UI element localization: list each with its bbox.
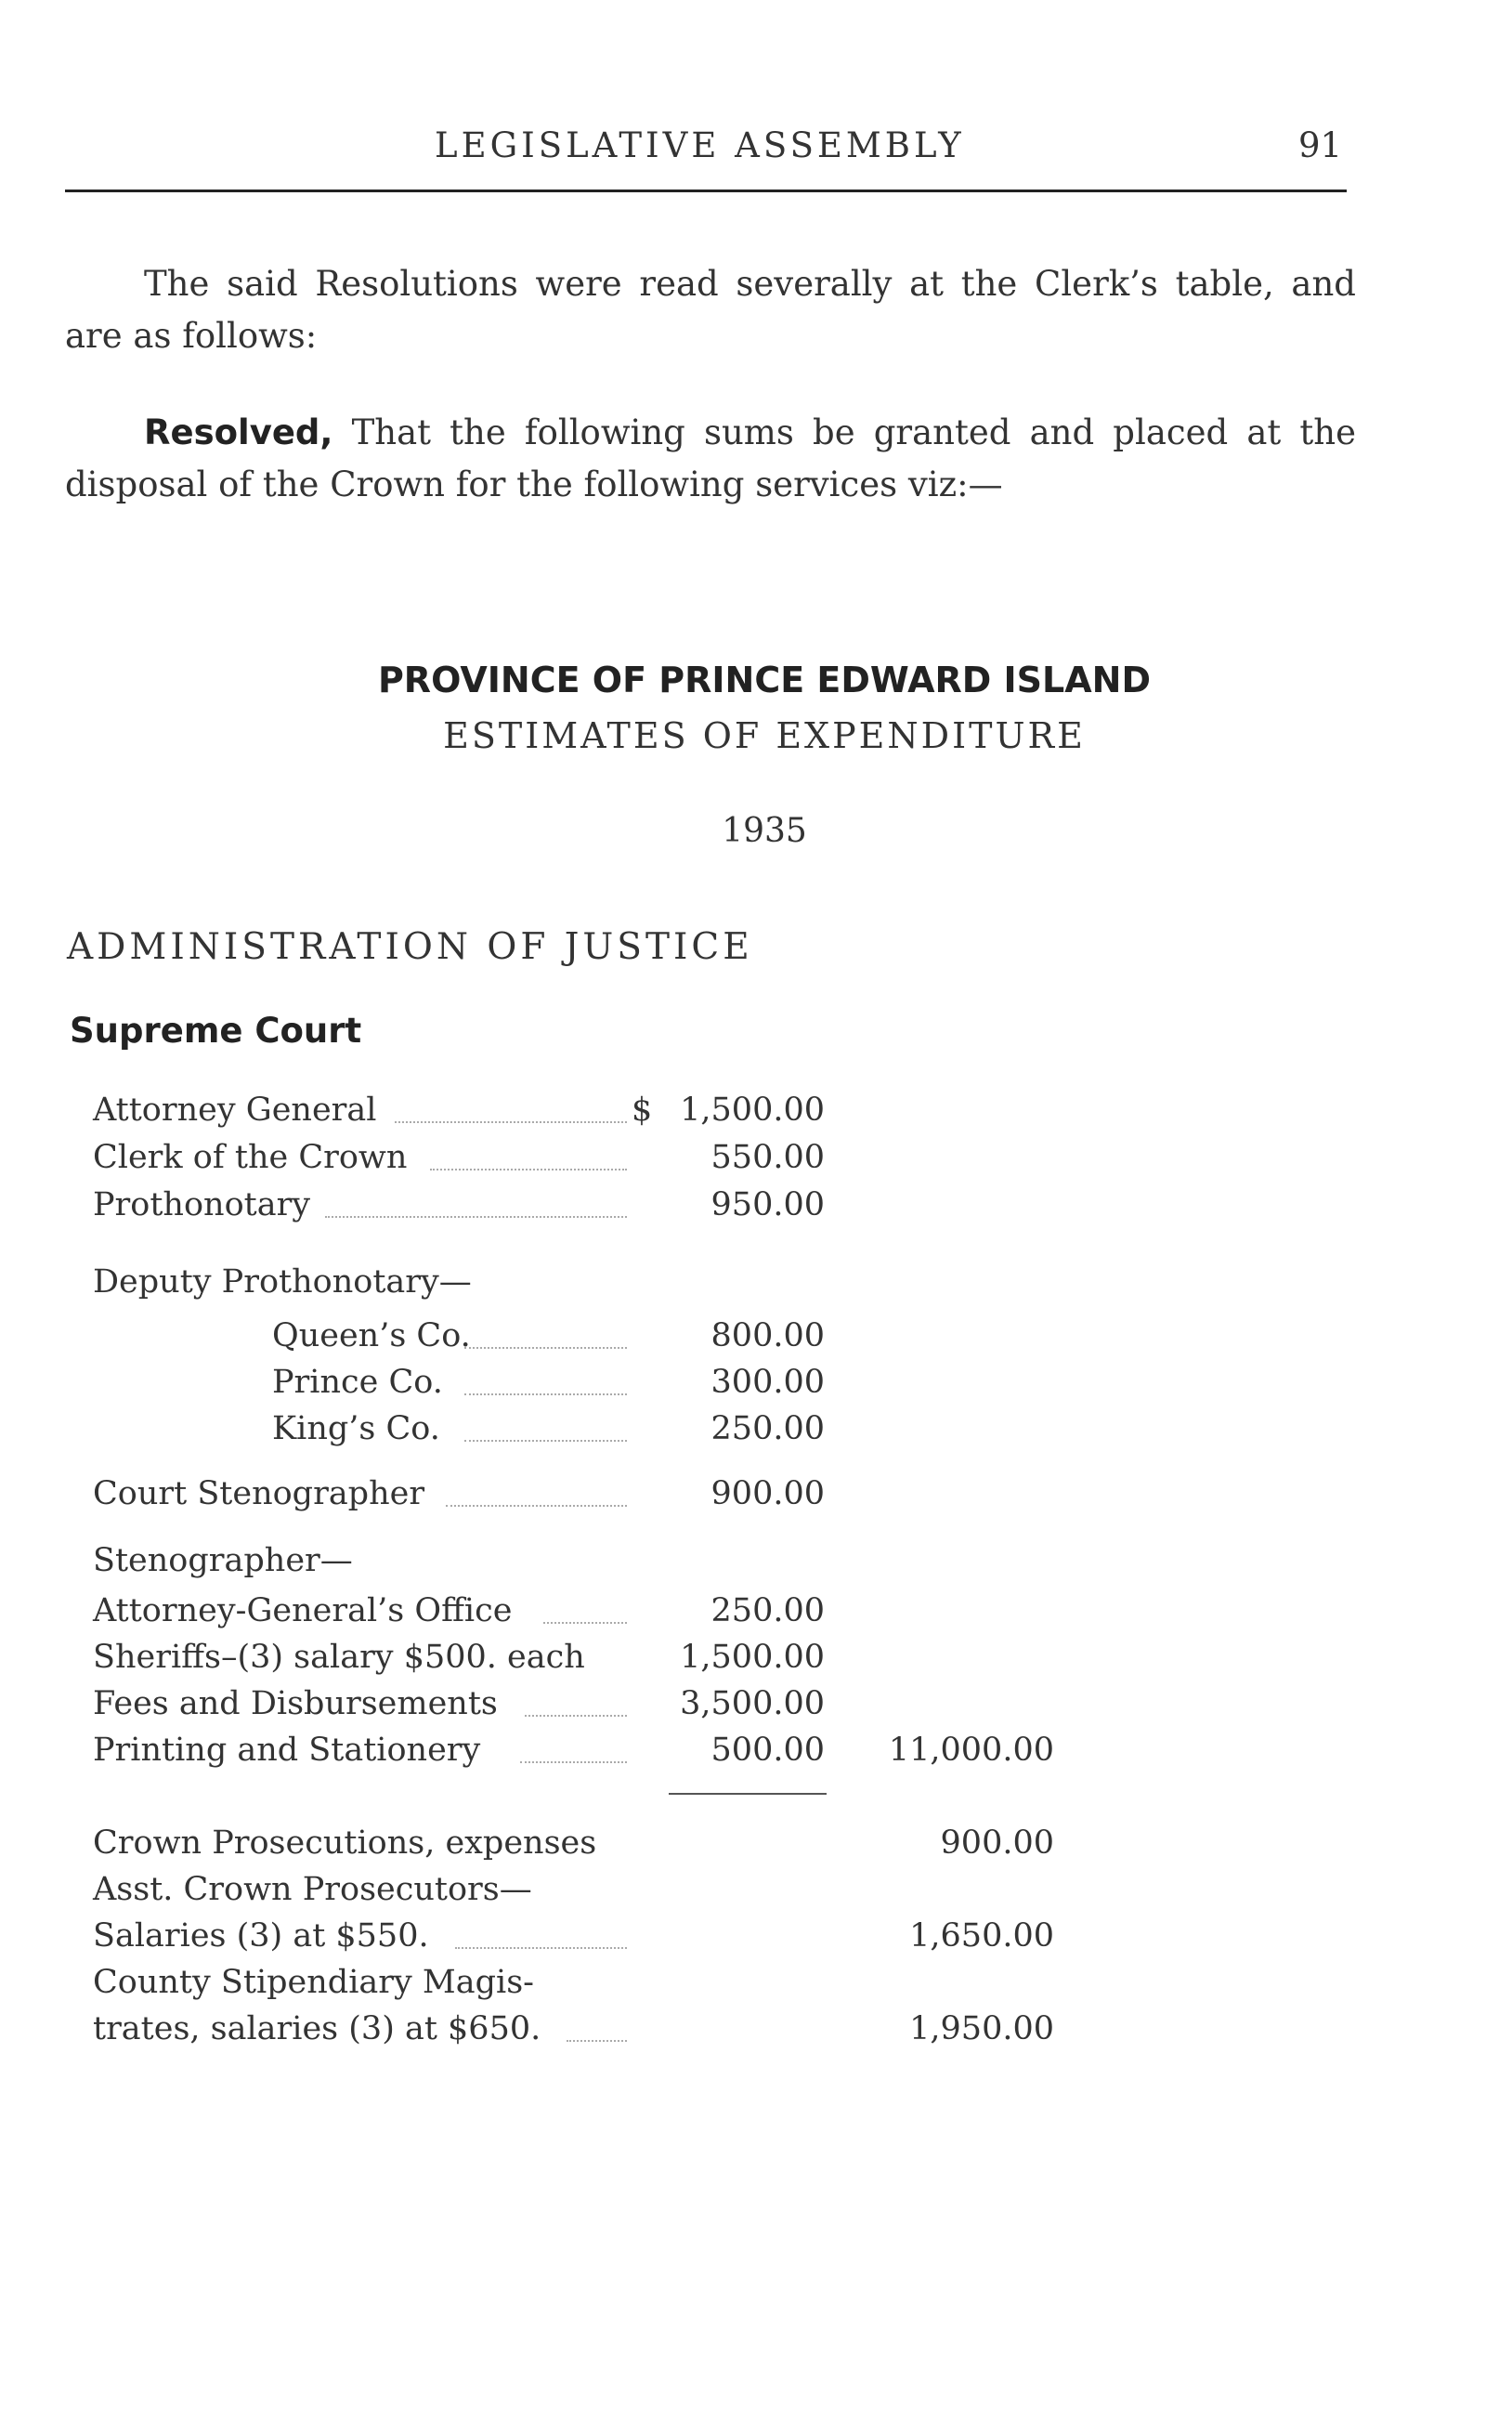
entry-prince-co — [0, 1364, 1512, 1410]
year-heading: 1935 — [722, 812, 807, 850]
entry-amount: 250.00 — [710, 1592, 825, 1629]
dot-leader — [395, 1121, 627, 1123]
entry-label: Deputy Prothonotary— — [93, 1263, 472, 1301]
entry-label: Asst. Crown Prosecutors— — [93, 1871, 532, 1908]
resolved-label: Resolved, — [144, 412, 333, 452]
entry-amount: 250.00 — [710, 1410, 825, 1447]
entry-label: Salaries (3) at $550. — [93, 1917, 429, 1955]
entry-total: 11,000.00 — [888, 1732, 1054, 1769]
entry-amount: 1,500.00 — [680, 1639, 825, 1676]
entry-label: trates, salaries (3) at $650. — [93, 2010, 541, 2047]
entry-label: Clerk of the Crown — [93, 1139, 408, 1176]
entry-label: Court Stenographer — [93, 1475, 425, 1512]
section-title: ADMINISTRATION OF JUSTICE — [67, 926, 753, 968]
entry-amount: 550.00 — [710, 1139, 825, 1176]
entry-county-line1 — [0, 1964, 1512, 2010]
entry-asst-heading — [0, 1871, 1512, 1917]
entry-sheriffs — [0, 1639, 1512, 1685]
entry-label: Queen’s Co. — [272, 1317, 471, 1354]
entry-total: 900.00 — [940, 1824, 1054, 1862]
entry-amount: 900.00 — [710, 1475, 825, 1512]
dot-leader — [464, 1347, 627, 1349]
dot-leader — [325, 1216, 627, 1218]
entry-amount: 300.00 — [710, 1364, 825, 1401]
entry-label: County Stipendiary Magis- — [93, 1964, 534, 2001]
entry-attorney-general — [0, 1092, 1512, 1138]
intro-paragraph — [65, 258, 1356, 362]
entry-total: 1,650.00 — [909, 1917, 1054, 1955]
entry-amount: 1,500.00 — [680, 1092, 825, 1129]
dot-leader — [520, 1761, 627, 1763]
resolution-paragraph — [65, 407, 1356, 511]
intro-text: The said Resolutions were read severally at the Clerk’s table, and are as follows: — [65, 264, 1356, 356]
dollar-sign: $ — [632, 1092, 653, 1129]
entry-amount: 800.00 — [710, 1317, 825, 1354]
dot-leader — [567, 2040, 627, 2042]
dot-leader — [464, 1440, 627, 1442]
header-rule — [65, 190, 1347, 192]
dot-leader — [430, 1169, 627, 1170]
entry-printing — [0, 1732, 1512, 1778]
province-heading: PROVINCE OF PRINCE EDWARD ISLAND — [377, 660, 1152, 700]
entry-asst-salaries — [0, 1917, 1512, 1964]
entry-label: Sheriffs–(3) salary $500. each — [93, 1639, 585, 1676]
entry-prothonotary — [0, 1186, 1512, 1233]
page-number: 91 — [1298, 125, 1343, 165]
entry-label: Fees and Disbursements — [93, 1685, 498, 1722]
entry-label: King’s Co. — [272, 1410, 440, 1447]
entry-crown-prosecutions — [0, 1824, 1512, 1871]
entry-label: Prince Co. — [272, 1364, 443, 1401]
dot-leader — [525, 1715, 627, 1717]
entry-label: Crown Prosecutions, expenses — [93, 1824, 597, 1862]
estimates-heading: ESTIMATES OF EXPENDITURE — [443, 715, 1086, 756]
dot-leader — [464, 1393, 627, 1395]
sub-title: Supreme Court — [70, 1011, 362, 1051]
entry-label: Prothonotary — [93, 1186, 311, 1223]
entry-queens-co — [0, 1317, 1512, 1364]
entry-label: Attorney General — [93, 1092, 377, 1129]
subtotal-rule — [669, 1793, 827, 1795]
entry-fees — [0, 1685, 1512, 1732]
entry-county-line2 — [0, 2010, 1512, 2057]
dot-leader — [543, 1622, 627, 1624]
entry-clerk-crown — [0, 1139, 1512, 1185]
entry-kings-co — [0, 1410, 1512, 1457]
dot-leader — [446, 1505, 627, 1507]
entry-label: Stenographer— — [93, 1542, 353, 1579]
dot-leader — [455, 1947, 627, 1949]
resolution-text: That the following sums be granted and placed at the disposal of the Crown for the following services viz:— — [65, 412, 1356, 504]
entry-label: Printing and Stationery — [93, 1732, 481, 1769]
entry-deputy-heading — [0, 1263, 1512, 1310]
entry-court-stenographer — [0, 1475, 1512, 1522]
entry-ag-office — [0, 1592, 1512, 1639]
entry-amount: 500.00 — [710, 1732, 825, 1769]
running-head: LEGISLATIVE ASSEMBLY — [435, 125, 965, 165]
entry-amount: 950.00 — [710, 1186, 825, 1223]
entry-amount: 3,500.00 — [680, 1685, 825, 1722]
entry-stenographer-heading — [0, 1542, 1512, 1589]
entry-total: 1,950.00 — [909, 2010, 1054, 2047]
entry-label: Attorney-General’s Office — [93, 1592, 513, 1629]
